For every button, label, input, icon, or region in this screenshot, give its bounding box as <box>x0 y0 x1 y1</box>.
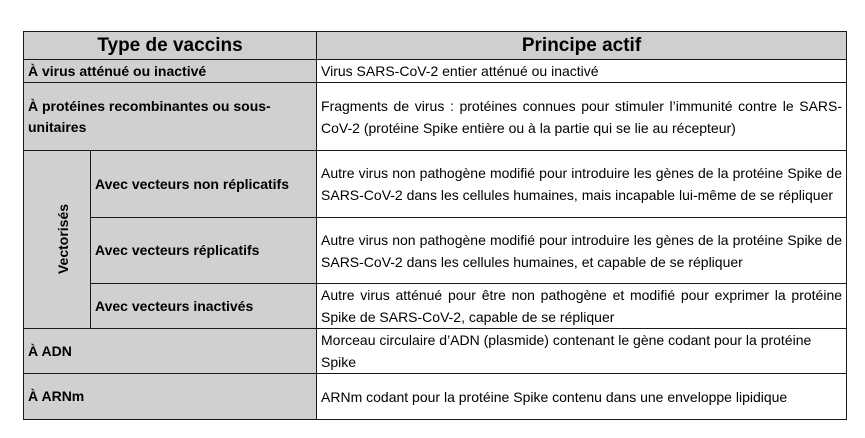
principle-cell: Fragments de virus : protéines connues pour stimuler l’immunité contre le SARS-CoV-2 (protéine Spike entière ou à la partie qui se lie au récepteur) <box>317 83 847 151</box>
vaccine-subtype-cell: Avec vecteurs non réplicatifs <box>91 151 317 218</box>
principle-cell: Morceau circulaire d’ADN (plasmide) contenant le gène codant pour la protéine Spike <box>317 329 847 374</box>
header-active-principle: Principe actif <box>317 32 847 60</box>
vaccine-type-cell: À ADN <box>24 329 317 374</box>
vaccine-subtype-cell: Avec vecteurs réplicatifs <box>91 218 317 284</box>
header-row <box>24 32 847 60</box>
table-row <box>24 284 847 329</box>
header-type-of-vaccine: Type de vaccins <box>24 32 317 60</box>
vectorised-group-label: Vectorisés <box>55 203 72 274</box>
principle-cell: Autre virus non pathogène modifié pour introduire les gènes de la protéine Spike de SARS-CoV-2 dans les cellules humaines, mais incapable lui-même de se répliquer <box>317 151 847 218</box>
vaccine-types-table <box>23 31 847 420</box>
principle-cell: Virus SARS-CoV-2 entier atténué ou inactivé <box>317 60 847 83</box>
vectorised-group-cell <box>24 151 91 329</box>
table-row <box>24 329 847 374</box>
vaccine-type-cell: À ARNm <box>24 374 317 420</box>
table-row <box>24 151 847 218</box>
table-row <box>24 60 847 83</box>
vaccine-type-cell: À protéines recombinantes ou sous-unitaires <box>24 83 317 151</box>
principle-cell: Autre virus non pathogène modifié pour introduire les gènes de la protéine Spike de SARS-CoV-2 dans les cellules humaines, et capable de se répliquer <box>317 218 847 284</box>
vaccine-subtype-cell: Avec vecteurs inactivés <box>91 284 317 329</box>
vaccine-type-cell: À virus atténué ou inactivé <box>24 60 317 83</box>
table-row <box>24 218 847 284</box>
table-row <box>24 374 847 420</box>
principle-cell: Autre virus atténué pour être non pathogène et modifié pour exprimer la protéine Spike de SARS-CoV-2, capable de se répliquer <box>317 284 847 329</box>
principle-cell: ARNm codant pour la protéine Spike contenu dans une enveloppe lipidique <box>317 374 847 420</box>
table-row <box>24 83 847 151</box>
